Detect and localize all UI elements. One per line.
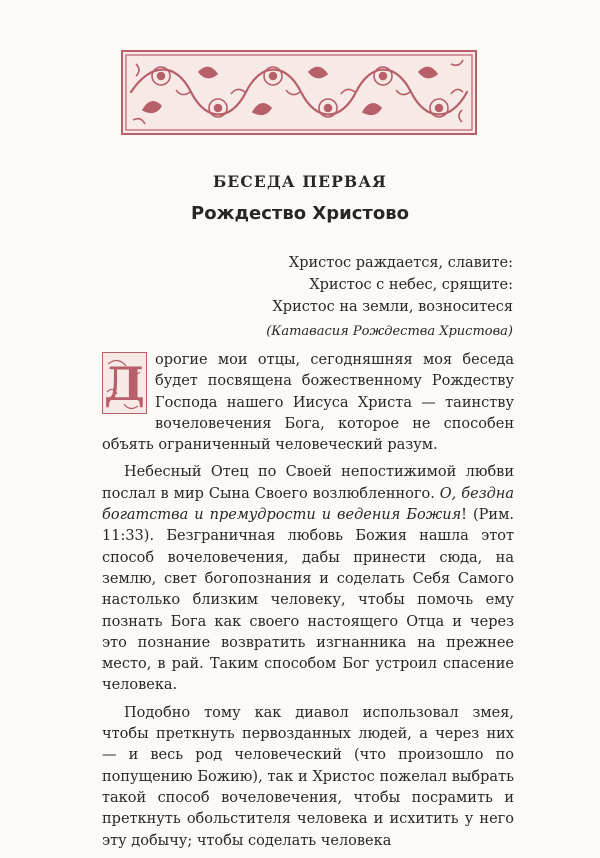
paragraph-2 — [102, 462, 514, 696]
floral-ornament-header — [121, 50, 477, 135]
epigraph — [173, 252, 513, 343]
epigraph-source: (Катавасия Рождества Христова) — [266, 324, 513, 339]
epigraph-line: Христос с небес, срящите: — [309, 277, 513, 293]
paragraph-2-text-a: Небесный Отец по Своей непостижимой любви послал в мир Сына Своего возлюбленного. — [102, 464, 514, 502]
epigraph-line: Христос на земли, возноситеся — [272, 299, 513, 315]
chapter-title: Рождество Христово — [191, 203, 409, 224]
paragraph-2-text-b: ! (Рим. 11:33). Безграничная любовь Божия нашла этот способ вочеловечения, дабы принести сюда, на землю, свет богопознания и соделать Себя Самого настолько близким человеку, чтобы помочь ему познать Бога как своего настоящего Отца и через это познание возвратить изгнанника на прежнее место, в рай. Таким способом Бог устроил спасение человека. — [102, 507, 514, 694]
drop-cap-char: Д — [104, 357, 145, 411]
paragraph-3: Подобно тому как диавол использовал змея, чтобы преткнуть первозданных людей, а через них — и весь род человеческий (что произошло по попущению Божию), так и Христос пожелал выбрать такой способ вочеловечения, чтобы посрамить и преткнуть обольстителя человека и исхитить у него эту добычу; чтобы соделать человека — [102, 704, 514, 849]
paragraph-1-text: орогие мои отцы, сегодняшняя моя беседа будет посвящена божественному Рождеству Господа нашего Иисуса Христа — таинству вочеловечения Бога, которое не способен объять ограниченный человеческий разум. — [102, 352, 514, 454]
epigraph-line: Христос раждается, славите: — [288, 255, 513, 271]
scripture-quote: О, бездна богатства и премудрости и ведения Божия — [102, 485, 514, 524]
paragraph-1 — [102, 350, 514, 456]
chapter-heading: БЕСЕДА ПЕРВАЯ — [212, 172, 388, 191]
drop-cap-letter — [102, 352, 147, 414]
body-text — [102, 350, 514, 858]
